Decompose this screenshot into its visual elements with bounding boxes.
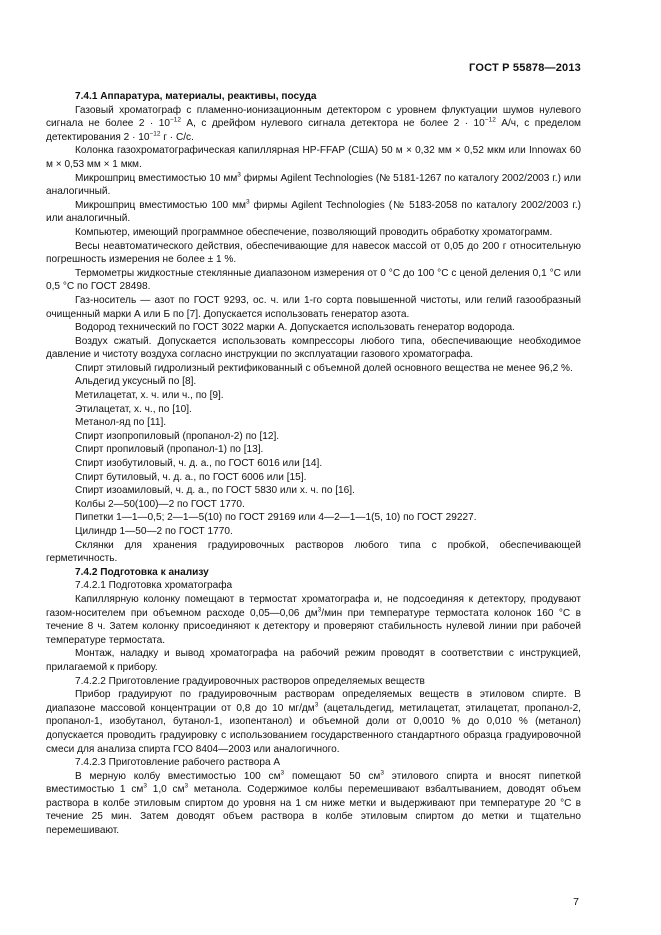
subsection-7-4-2-3-title: 7.4.2.3 Приготовление рабочего раствора А [75,757,281,769]
solution-a-paragraph: В мерную колбу вместимостью 100 $см^3$ помещают 50 $см^3$ этилового спирта и вносят пипеткой вместимостью 1 $см^3$ 1,0 $см^3$ метанола. Содержимое колбы перемешивают взбалтыванием, доводят объем раствора в колбе этиловым спиртом до уровня на 1 см ниже метки и выдерживают при температуре 20 °С в течение 25 мин. Затем доводят объем раствора в колбе этиловым спиртом до метки и тщательно перемешивают. [46,769,581,837]
document-body [46,90,581,838]
carrier-gas-paragraph: Газ-носитель — азот по ГОСТ 9293, ос. ч. или 1-го сорта повышенной чистоты, или гелий газообразный очищенный марки А или Б по [7]. Допускается использовать генератор азота. [46,294,581,320]
hydrogen-paragraph: Водород технический по ГОСТ 3022 марки А. Допускается использовать генератор водорода. [75,322,515,334]
reagent-item: Спирт изоамиловый, ч. д. а., по ГОСТ 5830 или х. ч. по [16]. [75,485,355,497]
installation-paragraph: Монтаж, наладку и вывод хроматографа на рабочий режим проводят в соответствии с инструкцией, прилагаемой к прибору. [46,648,581,673]
chromatograph-paragraph: Газовый хроматограф с пламенно-ионизационным детектором с уровнем флуктуации шумов нулевого сигнала не более $2 \cdot 10^{-12}$ А, с дрейфом нулевого сигнала детектора не более $2 \cdot 10^{-12}$ А/ч, с пределом детектирования $2 \cdot 10^{-12}$ г · С/с. [46,104,581,143]
chromatograph-prep-paragraph: Капиллярную колонку помещают в термостат хроматографа и, не подсоединяя к детектору, продувают газом-носителем при объемном расходе 0,05—0,06 $дм^3$/мин при температуре термостата колонок 160 °С в течение 8 ч. Затем колонку присоединяют к детектору и проверяют стабильность нулевой линии при рабочей температуре термостата. [46,593,581,646]
standard-designation: ГОСТ Р 55878—2013 [469,62,581,74]
section-7-4-2-heading: 7.4.2 Подготовка к анализу [75,566,209,578]
computer-paragraph: Компьютер, имеющий программное обеспечение, позволяющий проводить обработку хроматограмм. [75,226,553,238]
storage-paragraph: Склянки для хранения градуировочных растворов любого типа с пробкой, обеспечивающей герметичность. [46,539,581,565]
thermometers-paragraph: Термометры жидкостные стеклянные диапазоном измерения от 0 °С до 100 °С с ценой деления 0,1 °С или 0,5 °С по ГОСТ 28498. [46,267,581,293]
reagent-item: Этилацетат, х. ч., по [10]. [75,403,192,415]
glassware-item: Колбы 2—50(100)—2 по ГОСТ 1770. [75,498,245,510]
reagent-item: Метилацетат, х. ч. или ч., по [9]. [75,390,224,402]
ethanol-paragraph: Спирт этиловый гидролизный ректификованный с объемной долей основного вещества не менее 96,2 %. [75,362,573,374]
air-paragraph: Воздух сжатый. Допускается использовать компрессоры любого типа, обеспечивающие необходимое давление и чистоту воздуха согласно инструкции по эксплуатации газового хроматографа. [46,335,581,361]
column-paragraph: Колонка газохроматографическая капиллярная HP-FFAP (США) 50 м × 0,32 мм × 0,52 мкм или Innowax 60 м × 0,53 мм × 1 мкм. [46,145,581,170]
section-7-4-1-heading: 7.4.1 Аппаратура, материалы, реактивы, посуда [75,91,317,102]
calibration-paragraph: Прибор градуируют по градуировочным растворам определяемых веществ в этиловом спирте. В диапазоне массовой концентрации от 0,8 до 10 $мг/дм^3$ (ацетальдегид, метилацетат, этилацетат, пропанол-2, пропанол-1, изобутанол, бутанол-1, изопентанол) и объемной доли от 0,0010 % до 0,010 % (метанол) допускается проводить градуировку с использованием государственного стандартного образца градуировочной смеси для анализа спирта ГСО 8404—2003 или аналогичного. [46,689,581,755]
reagent-item: Спирт изопропиловый (пропанол-2) по [12]. [75,430,280,442]
reagent-item: Спирт пропиловый (пропанол-1) по [13]. [75,444,264,456]
reagent-item: Спирт изобутиловый, ч. д. а., по ГОСТ 6016 или [14]. [75,458,323,470]
reagent-item: Метанол-яд по [11]. [75,417,167,429]
syringe-100-paragraph: Микрошприц вместимостью 100 $мм^3$ фирмы Agilent Technologies (№ 5183-2058 по каталогу 2002/2003 г.) или аналогичный. [46,198,581,225]
glassware-item: Пипетки 1—1—0,5; 2—1—5(10) по ГОСТ 29169 или 4—2—1—1(5, 10) по ГОСТ 29227. [75,512,477,524]
reagent-item: Спирт бутиловый, ч. д. а., по ГОСТ 6006 или [15]. [75,471,307,483]
scales-paragraph: Весы неавтоматического действия, обеспечивающие для навесок массой от 0,05 до 200 г относительную погрешность измерения не более ± 1 %. [46,240,581,266]
page-number: 7 [573,896,579,908]
subsection-7-4-2-1-title: 7.4.2.1 Подготовка хроматографа [75,580,233,592]
syringe-10-paragraph: Микрошприц вместимостью 10 $мм^3$ фирмы Agilent Technologies (№ 5181-1267 по каталогу 2002/2003 г.) или аналогичный. [46,171,581,198]
subsection-7-4-2-2-title: 7.4.2.2 Приготовление градуировочных растворов определяемых веществ [75,675,425,687]
reagent-item: Альдегид уксусный по [8]. [75,376,197,388]
glassware-item: Цилиндр 1—50—2 по ГОСТ 1770. [75,526,233,537]
